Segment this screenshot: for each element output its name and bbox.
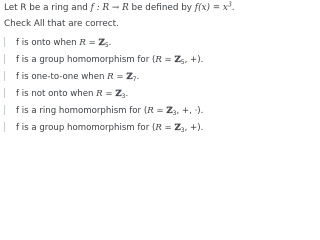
checkbox[interactable] xyxy=(4,71,13,81)
option-ring-hom-z3[interactable] xyxy=(4,102,204,119)
option-onto-z5[interactable] xyxy=(4,34,194,51)
checkbox[interactable] xyxy=(4,105,13,115)
question-prefix: Let R be a ring and xyxy=(4,3,91,13)
option-label: f is one-to-one when R = ℤ$_7$. xyxy=(16,71,140,83)
options-list xyxy=(4,34,204,136)
option-one-to-one-z7[interactable] xyxy=(4,68,194,85)
question-text xyxy=(4,0,235,32)
option-label: f is onto when R = ℤ$_5$. xyxy=(16,37,112,49)
function-signature: f xyxy=(90,3,94,13)
option-label: f is not onto when R = ℤ$_3$. xyxy=(16,88,129,100)
option-label: f is a group homomorphism for (R = ℤ$_3$, +). xyxy=(16,122,204,134)
option-not-onto-z3[interactable] xyxy=(4,85,194,102)
checkbox[interactable] xyxy=(4,88,13,98)
question-def: be defined by xyxy=(131,3,192,13)
option-group-hom-z5[interactable] xyxy=(4,51,204,68)
option-label: f is a group homomorphism for (R = ℤ$_5$, +). xyxy=(16,54,204,66)
option-label: f is a ring homomorphism for (R = ℤ$_3$, +, ⋅). xyxy=(16,105,204,117)
option-group-hom-z3[interactable] xyxy=(4,119,204,136)
checkbox[interactable] xyxy=(4,54,13,64)
checkbox[interactable] xyxy=(4,122,13,132)
question-line-1: Let R be a ring and f : R → R be defined by $f(x) = x^3$. xyxy=(4,1,235,13)
checkbox[interactable] xyxy=(4,37,13,47)
question-instruction: Check All that are correct. xyxy=(4,19,119,29)
function-formula: f xyxy=(194,3,199,13)
